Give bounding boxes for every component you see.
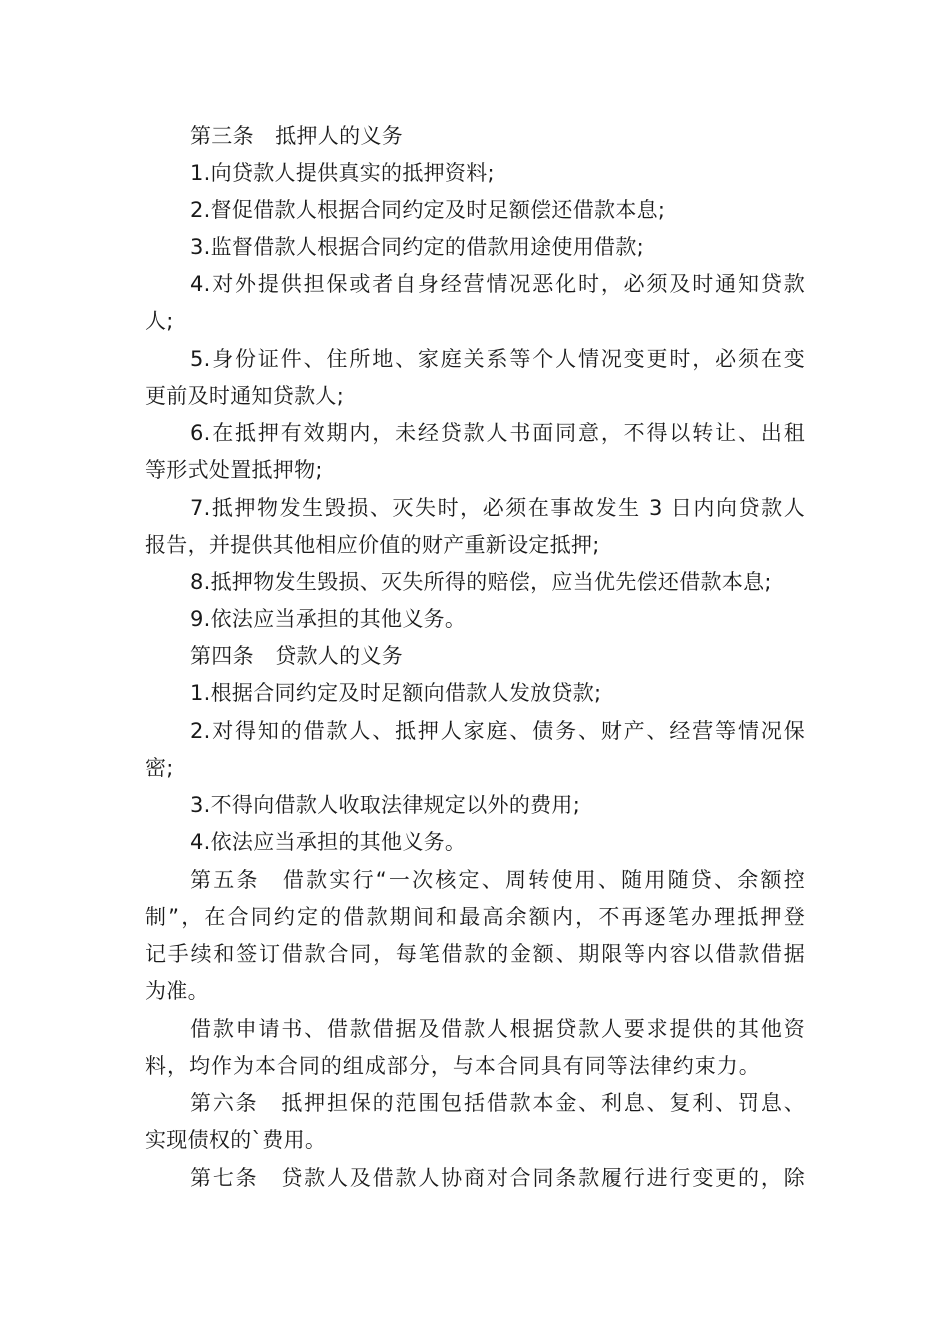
article-3-item-5-line-1: 5.身份证件、住所地、家庭关系等个人情况变更时，必须在变 — [190, 347, 805, 371]
article-5-line-4: 为准。 — [145, 979, 209, 1003]
article-3-item-7-line-2: 报告，并提供其他相应价值的财产重新设定抵押; — [145, 533, 600, 557]
article-4-item-3: 3.不得向借款人收取法律规定以外的费用; — [190, 793, 581, 817]
article-3-item-2: 2.督促借款人根据合同约定及时足额偿还借款本息; — [190, 198, 666, 222]
paragraph-application-line-1: 借款申请书、借款借据及借款人根据贷款人要求提供的其他资 — [190, 1017, 805, 1041]
article-3-item-5-line-2: 更前及时通知贷款人; — [145, 384, 345, 408]
paragraph-application-line-2: 料，均作为本合同的组成部分，与本合同具有同等法律约束力。 — [145, 1054, 760, 1078]
article-4-item-2-line-1: 2.对得知的借款人、抵押人家庭、债务、财产、经营等情况保 — [190, 719, 805, 743]
article-3-item-3: 3.监督借款人根据合同约定的借款用途使用借款; — [190, 235, 645, 259]
article-6-line-1: 第六条 抵押担保的范围包括借款本金、利息、复利、罚息、 — [190, 1091, 805, 1115]
article-4-item-2-line-2: 密; — [145, 756, 174, 780]
article-3-item-7-line-1: 7.抵押物发生毁损、灭失时，必须在事故发生 3 日内向贷款人 — [190, 496, 805, 520]
article-4-heading: 第四条 贷款人的义务 — [190, 644, 403, 668]
article-4-item-1: 1.根据合同约定及时足额向借款人发放贷款; — [190, 681, 602, 705]
article-3-item-6-line-1: 6.在抵押有效期内，未经贷款人书面同意，不得以转让、出租 — [190, 421, 805, 445]
article-3-item-4-line-2: 人; — [145, 309, 174, 333]
article-3-heading: 第三条 抵押人的义务 — [190, 124, 403, 148]
article-4-item-4: 4.依法应当承担的其他义务。 — [190, 830, 467, 854]
article-5-line-2: 制”，在合同约定的借款期间和最高余额内，不再逐笔办理抵押登 — [145, 905, 805, 929]
article-3-item-1: 1.向贷款人提供真实的抵押资料; — [190, 161, 495, 185]
article-3-item-6-line-2: 等形式处置抵押物; — [145, 458, 323, 482]
article-3-item-9: 9.依法应当承担的其他义务。 — [190, 607, 467, 631]
article-5-line-3: 记手续和签订借款合同，每笔借款的金额、期限等内容以借款借据 — [145, 942, 805, 966]
article-6-line-2: 实现债权的`费用。 — [145, 1128, 327, 1152]
article-3-item-8: 8.抵押物发生毁损、灭失所得的赔偿，应当优先偿还借款本息; — [190, 570, 772, 594]
article-7-line-1: 第七条 贷款人及借款人协商对合同条款履行进行变更的，除 — [190, 1166, 805, 1190]
article-3-item-4-line-1: 4.对外提供担保或者自身经营情况恶化时，必须及时通知贷款 — [190, 272, 805, 296]
article-5-line-1: 第五条 借款实行“一次核定、周转使用、随用随贷、余额控 — [190, 868, 805, 892]
